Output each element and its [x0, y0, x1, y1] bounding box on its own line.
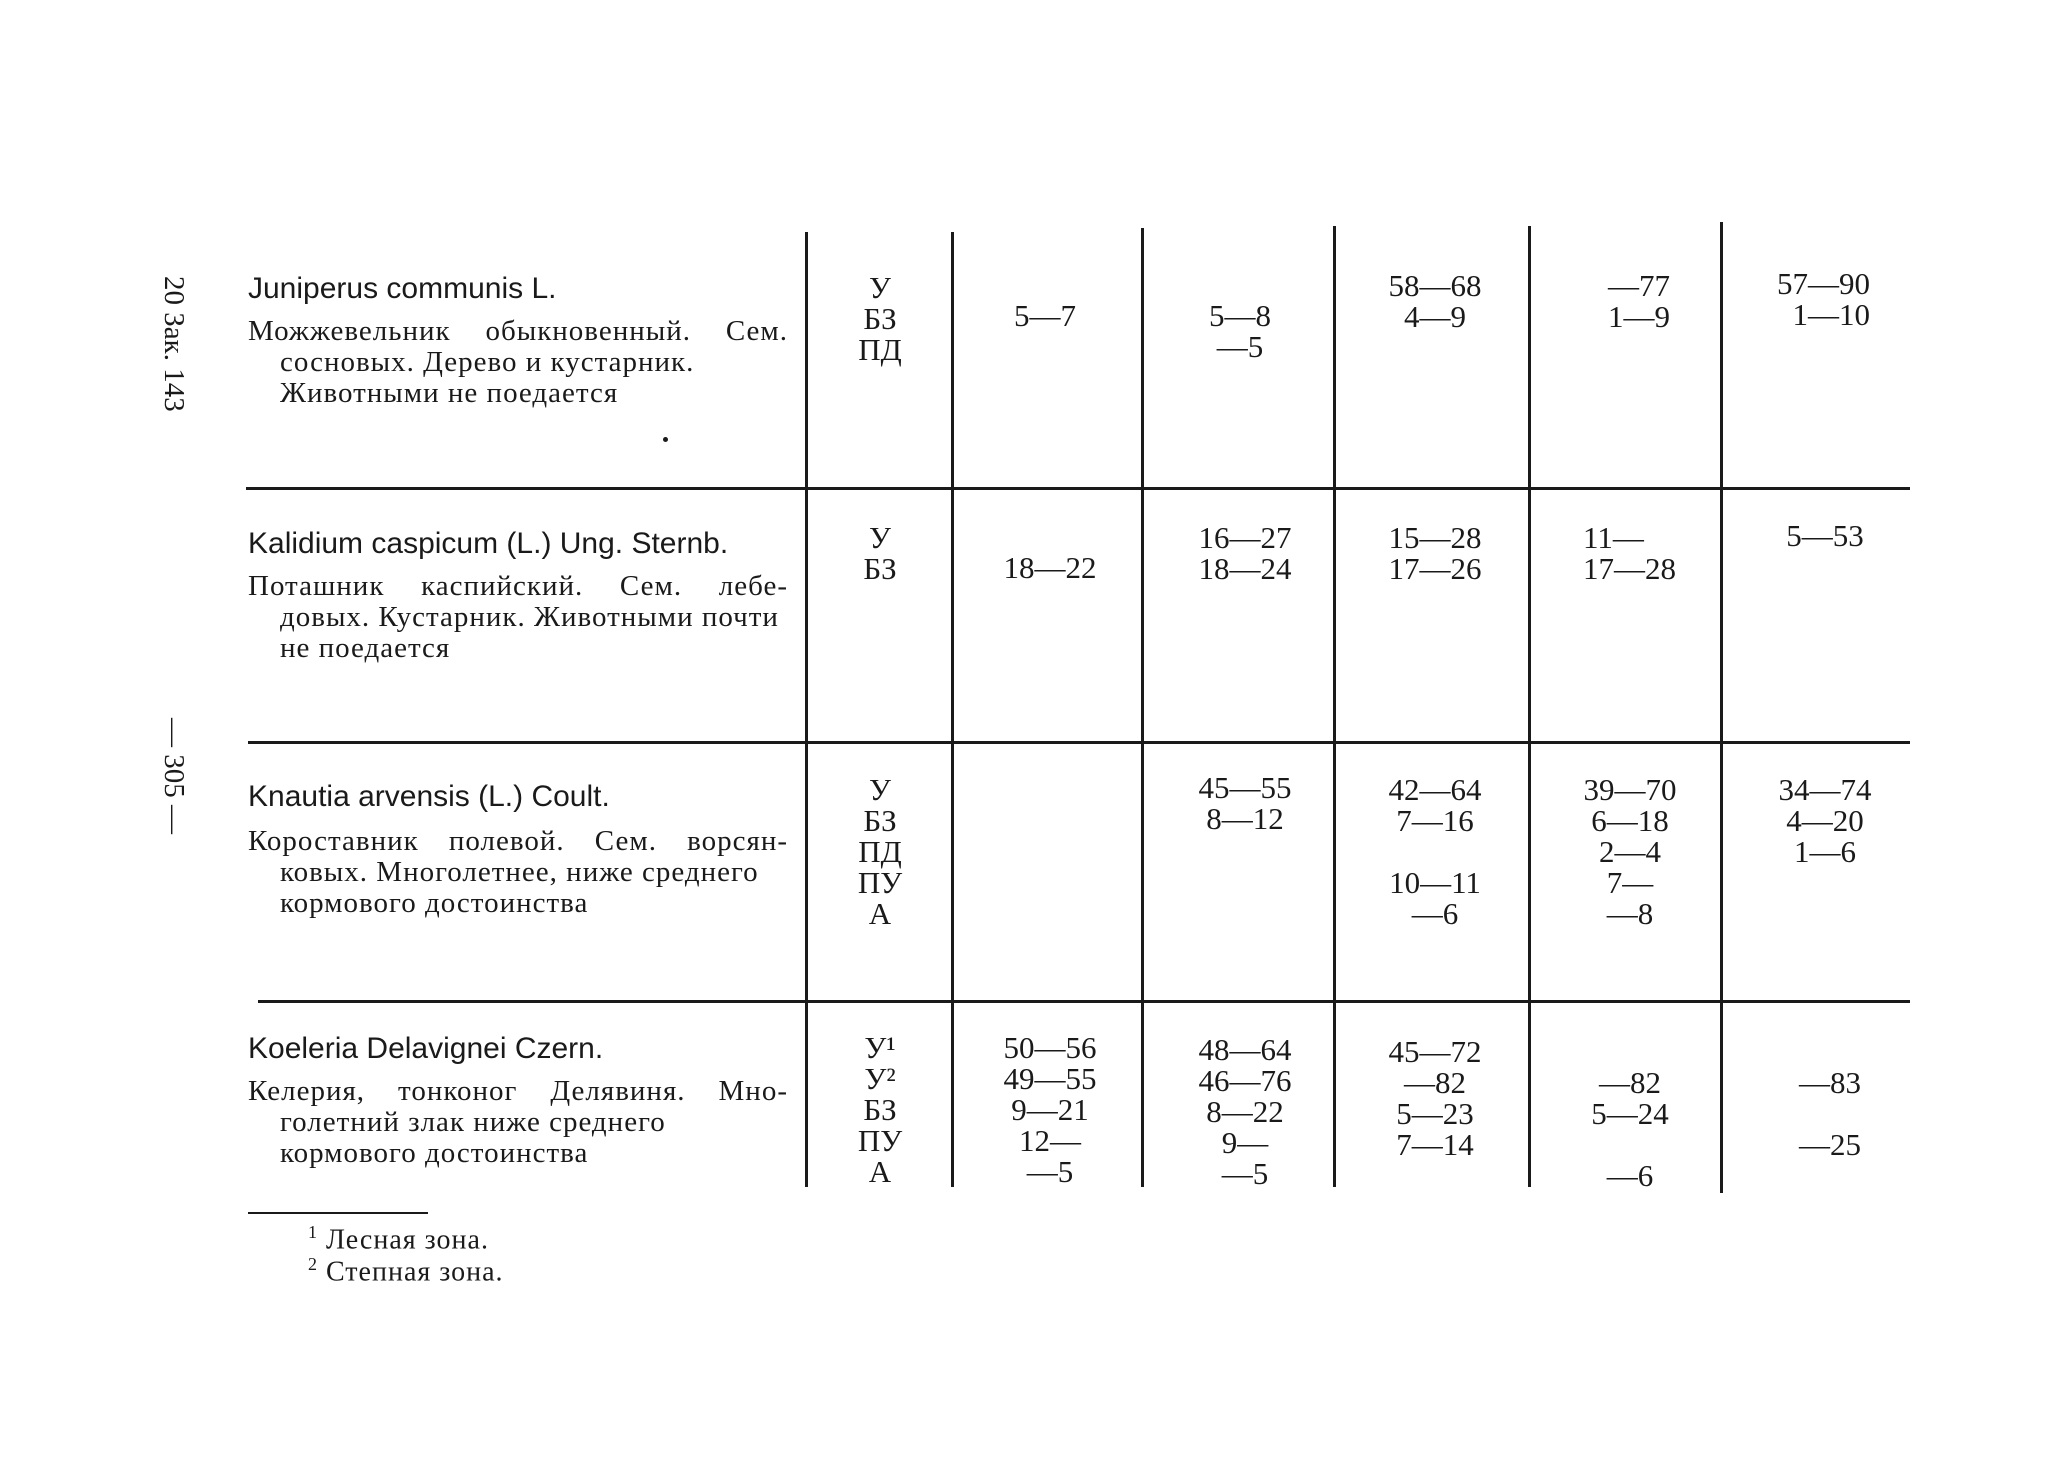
zone-codes: У БЗ ПД ПУ А [857, 772, 903, 931]
species-description [248, 826, 788, 919]
value-cell: 57—90 1—10 [1777, 266, 1870, 332]
footnote [308, 1254, 504, 1288]
footnote-text: Степная зона. [326, 1256, 504, 1288]
value-cell: 42—64 7—16 10—11 —6 [1388, 772, 1482, 931]
value-cell: 45—72 —82 5—23 7—14 [1388, 1034, 1482, 1162]
value-cell: —77 1—9 [1608, 268, 1670, 334]
column-rule [951, 232, 954, 1187]
footnote-text: Лесная зона. [326, 1224, 489, 1256]
sheet-label: 20 Зак. 143 [158, 276, 190, 412]
footnote [308, 1222, 489, 1256]
ink-dot [663, 437, 668, 442]
value-cell: 5—7 [1014, 298, 1076, 333]
row-separator [258, 1000, 1910, 1003]
value-cell: 16—27 18—24 [1198, 520, 1292, 586]
footnote-rule [248, 1212, 428, 1214]
zone-codes: У¹ У² БЗ ПУ А [857, 1030, 903, 1189]
species-latin-name: Knautia arvensis (L.) Coult. [248, 780, 610, 813]
value-cell: 50—56 49—55 9—21 12— —5 [1003, 1030, 1097, 1189]
species-latin-name: Juniperus communis L. [248, 272, 557, 305]
value-cell: 5—53 [1786, 518, 1864, 553]
row-separator [248, 741, 1910, 744]
description-first-line: Короставник полевой. Сем. ворсян- [248, 825, 788, 857]
zone-codes: У БЗ [863, 520, 897, 586]
page-number: — 305 — [158, 718, 190, 834]
value-cell: 11— 17—28 [1583, 520, 1676, 586]
column-rule [1720, 222, 1723, 1193]
description-rest: ковых. Многолетнее, ниже среднего кормового достоинства [280, 856, 759, 919]
value-cell: 5—8 —5 [1209, 298, 1271, 364]
species-description [248, 571, 788, 664]
species-latin-name: Koeleria Delavignei Czern. [248, 1032, 604, 1065]
description-rest: голетний злак ниже среднего кормового достоинства [280, 1106, 666, 1169]
value-cell: 58—68 4—9 [1388, 268, 1482, 334]
species-latin-name: Kalidium caspicum (L.) Ung. Sternb. [248, 527, 729, 560]
footnote-mark: 2 [308, 1254, 318, 1274]
column-rule [1333, 226, 1336, 1187]
footnote-mark: 1 [308, 1222, 318, 1242]
species-description [248, 1076, 788, 1169]
value-cell: 34—74 4—20 1—6 [1778, 772, 1872, 869]
value-cell: —82 5—24 —6 [1591, 1065, 1669, 1193]
value-cell: 18—22 [1003, 550, 1097, 585]
value-cell: 48—64 46—76 8—22 9— —5 [1198, 1032, 1292, 1191]
value-cell: 15—28 17—26 [1388, 520, 1482, 586]
description-first-line: Поташник каспийский. Сем. лебе- [248, 570, 788, 602]
description-rest: довых. Кустарник. Животными почти не поедается [280, 601, 779, 664]
column-rule [805, 232, 808, 1187]
description-first-line: Можжевельник обыкновенный. Сем. [248, 315, 788, 347]
row-separator [246, 487, 1910, 490]
value-cell: —83 —25 [1799, 1065, 1861, 1162]
species-description [248, 316, 788, 409]
column-rule [1141, 228, 1144, 1187]
column-rule [1528, 226, 1531, 1187]
value-cell: 39—70 6—18 2—4 7— —8 [1583, 772, 1677, 931]
zone-codes: У БЗ ПД [858, 270, 902, 367]
description-rest: сосновых. Дерево и кустарник. Животными не поедается [280, 346, 695, 409]
description-first-line: Келерия, тонконог Делявиня. Мно- [248, 1075, 788, 1107]
value-cell: 45—55 8—12 [1198, 770, 1292, 836]
